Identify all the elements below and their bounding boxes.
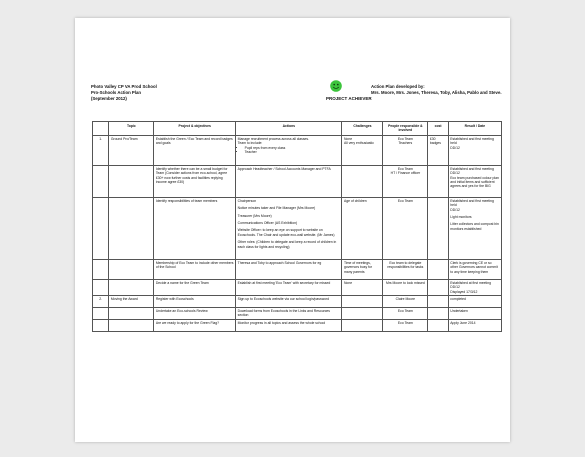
people-line: Eco Team: [397, 166, 413, 171]
action-line: Notice minutes taker and File Manager (Mrs Moore): [237, 206, 316, 211]
row-result: Apply June 2014: [448, 320, 501, 332]
row-objective: Are we ready to apply for the Green Flag?: [154, 320, 236, 332]
row-people: Eco Team: [383, 320, 428, 332]
developers-list: Mrs. Moore, Mrs. Jones, Theresa, Toby, Alisha, Pablo and Steve.: [371, 90, 502, 95]
row-actions: [236, 296, 342, 308]
row-people: Eco Team: [383, 197, 428, 259]
header-number: [93, 122, 109, 136]
people-line: Teachers: [398, 141, 413, 146]
result-line: DD/12: [450, 145, 460, 150]
row-actions: [236, 135, 342, 165]
table-row: [93, 279, 502, 295]
row-challenges: [342, 165, 383, 197]
row-objective: Establish the Green / Eco Team and record badges and goals: [154, 135, 236, 165]
row-challenges: [342, 308, 383, 320]
row-cost: [428, 279, 448, 295]
row-number: [93, 320, 109, 332]
row-cost: [428, 259, 448, 279]
challenge-line: All very enthusiastic: [343, 141, 374, 146]
row-topic: [109, 320, 154, 332]
row-topic: [109, 279, 154, 295]
header-people: People responsible & involved: [383, 122, 428, 136]
row-actions: [236, 259, 342, 279]
row-topic: Ground Pro/Team: [109, 135, 154, 165]
action-line: Manage recruitment process across all classes.: [237, 136, 310, 141]
table-row: [93, 165, 502, 197]
row-number: 1.: [93, 135, 109, 165]
row-result: Clerk is governing CE or so other Governors cannot commit to any time keeping them: [448, 259, 501, 279]
row-actions: [236, 320, 342, 332]
row-number: [93, 197, 109, 259]
row-challenges: [342, 320, 383, 332]
result-line: Eco team purchased colour plan and initial items and sufficient agrees and yes for the BIG: [450, 175, 499, 189]
row-people: Claire Moore: [383, 296, 428, 308]
row-challenges: Age of children: [342, 197, 383, 259]
row-topic: [109, 259, 154, 279]
table-row: [93, 197, 502, 259]
school-header: [91, 84, 157, 102]
action-line: Chairperson: [237, 198, 257, 203]
row-people: Eco Team: [383, 308, 428, 320]
document-page: [75, 18, 510, 442]
people-line: Eco Team: [397, 136, 413, 141]
row-challenges: None: [342, 279, 383, 295]
action-line: Treasurer (Mrs Moore): [237, 213, 272, 218]
row-people: Eco team to delegate responsibilities for tasks: [383, 259, 428, 279]
row-result: completed: [448, 296, 501, 308]
action-line: Approach Headteacher / School Accounts Manager and PTFA: [237, 166, 331, 171]
row-result: Undertaken: [448, 308, 501, 320]
row-actions: [236, 279, 342, 295]
header-result: Result / Date: [448, 122, 501, 136]
action-line: Sign up to Ecoschools website via our school login/password: [237, 297, 330, 302]
header-topic: Topic: [109, 122, 154, 136]
row-cost: £30 badges: [428, 135, 448, 165]
row-cost: [428, 296, 448, 308]
action-plan-table: [92, 121, 502, 332]
row-number: [93, 259, 109, 279]
action-bullet: • Pupil reps from every class: [245, 146, 340, 150]
table-row: [93, 320, 502, 332]
row-objective: Register with Ecoschools: [154, 296, 236, 308]
row-objective: Undertake an Eco-schools Review: [154, 308, 236, 320]
row-cost: [428, 165, 448, 197]
row-challenges: [342, 135, 383, 165]
smiley-logo-icon: [330, 80, 342, 92]
row-actions: [236, 165, 342, 197]
row-objective: Decide a name for the Green Team: [154, 279, 236, 295]
row-topic: Moving the Award: [109, 296, 154, 308]
row-number: [93, 165, 109, 197]
row-result: [448, 165, 501, 197]
result-line: Established and first meeting held: [450, 198, 494, 208]
action-line: Theresa and Toby to approach School Governors for eg: [237, 260, 322, 265]
row-number: 2.: [93, 296, 109, 308]
row-people: Mrs Moore to look missed: [383, 279, 428, 295]
header-cost: cost: [428, 122, 448, 136]
row-objective: Membership of Eco Team to include other members of the School: [154, 259, 236, 279]
action-line: Team to include:: [237, 141, 263, 146]
header-challenges: Challenges: [342, 122, 383, 136]
row-challenges: Time of meetings, governors busy for many parents: [342, 259, 383, 279]
row-actions: [236, 197, 342, 259]
row-objective: Identify responsibilities of team members: [154, 197, 236, 259]
header-objectives: Project & objectives: [154, 122, 236, 136]
table-header-row: [93, 122, 502, 136]
row-cost: [428, 197, 448, 259]
table-row: [93, 259, 502, 279]
action-line: Website Officer: to keep an eye on support to website on Ecoschools. The Chair and update eco-wall website. (Mr James): [237, 228, 335, 237]
school-name: Photo Valley CP VA Prod School: [91, 84, 157, 89]
result-line: Established at first meeting DD/12: [450, 280, 492, 290]
result-line: Established and first meeting held: [450, 136, 494, 146]
action-bullet: • Teacher: [245, 150, 340, 154]
row-people: [383, 135, 428, 165]
row-people: [383, 165, 428, 197]
result-line: Light monitors: [450, 215, 472, 220]
row-topic: [109, 165, 154, 197]
row-objective: Identify whether there can be a small budget for Team (Consider actions from eco-school, agree £30+ now further costs and facilities replying income agree £30): [154, 165, 236, 197]
action-line: Communications Officer (AS Exhibition): [237, 221, 298, 226]
row-challenges: [342, 296, 383, 308]
result-line: Established and first meeting DD/12: [450, 166, 494, 176]
row-topic: [109, 197, 154, 259]
developed-by-label: Action Plan developed by:: [371, 84, 425, 89]
action-line: Other roles: (Children to delegate and keep a record of children in each class for lights and recycling): [237, 240, 337, 249]
header-actions: Actions: [236, 122, 342, 136]
row-number: [93, 308, 109, 320]
row-result: [448, 279, 501, 295]
table-row: [93, 308, 502, 320]
row-cost: [428, 308, 448, 320]
people-line: HT / Finance officer: [390, 171, 421, 176]
table-row: [93, 135, 502, 165]
action-line: Download forms from Ecoschools in the Links and Resources section: [237, 309, 330, 318]
developers-header: [371, 84, 502, 96]
plan-title: Pro-Schools Action Plan: [91, 90, 141, 95]
plan-date: (September 2012): [91, 96, 127, 101]
action-line: Monitor progress in all topics and assess the whole school: [237, 321, 326, 326]
result-line: Litter collectors and compost bin monitors established: [450, 222, 499, 231]
row-number: [93, 279, 109, 295]
row-topic: [109, 308, 154, 320]
logo-label: PROJECT ACHIEVER: [326, 96, 372, 101]
challenge-line: None: [343, 136, 353, 141]
row-cost: [428, 320, 448, 332]
action-line: Establish at first meeting 'Eco Team' with secretary for missed: [237, 280, 331, 285]
table-row: [93, 296, 502, 308]
result-line: Displayed 17/3/12: [450, 289, 478, 294]
row-result: [448, 135, 501, 165]
row-actions: [236, 308, 342, 320]
result-line: DD/12: [450, 207, 460, 212]
row-result: [448, 197, 501, 259]
